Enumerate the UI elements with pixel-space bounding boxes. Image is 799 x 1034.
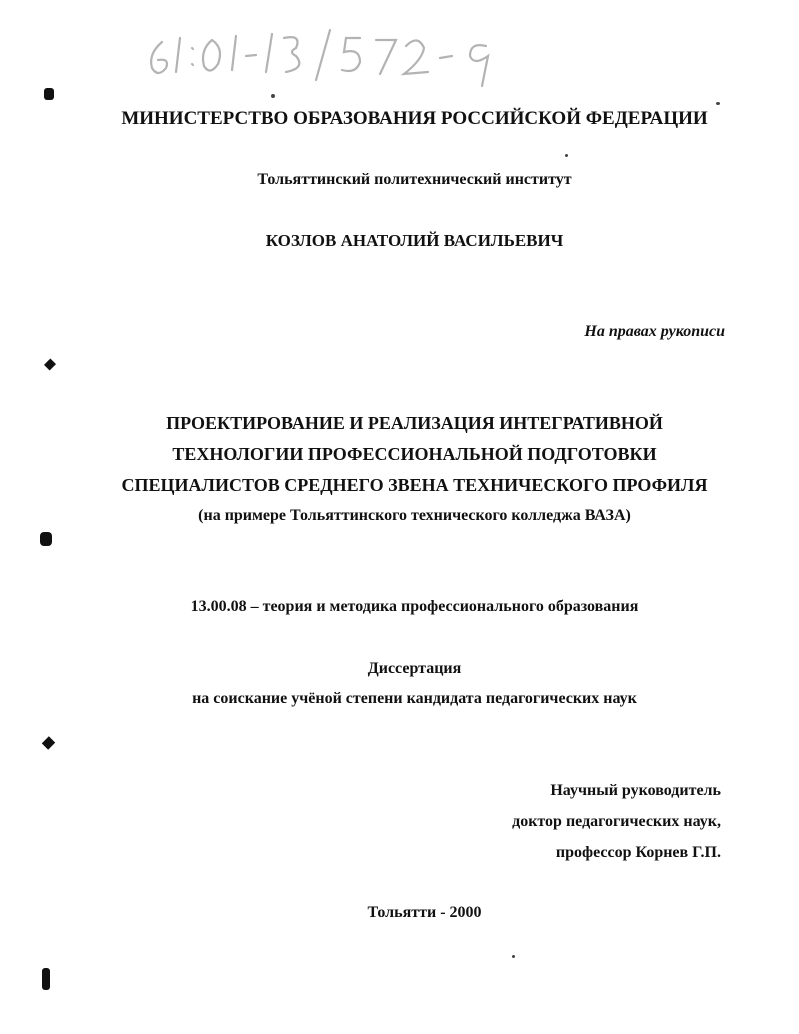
degree-line: на соискание учёной степени кандидата педагогических наук	[192, 690, 637, 707]
work-type: Диссертация	[367, 660, 462, 677]
scan-speck	[512, 955, 515, 958]
title-line-2: ТЕХНОЛОГИИ ПРОФЕССИОНАЛЬНОЙ ПОДГОТОВКИ	[172, 444, 657, 464]
scan-mark	[40, 532, 52, 546]
scan-mark	[44, 88, 54, 100]
institute-name: Тольяттинский политехнический институт	[257, 171, 572, 188]
scan-speck	[565, 154, 568, 157]
handwritten-archive-number	[140, 20, 540, 90]
scan-mark	[42, 736, 55, 749]
title-line-1: ПРОЕКТИРОВАНИЕ И РЕАЛИЗАЦИЯ ИНТЕГРАТИВНОЙ	[166, 413, 663, 433]
author-name: КОЗЛОВ АНАТОЛИЙ ВАСИЛЬЕВИЧ	[265, 231, 564, 250]
manuscript-note: На правах рукописи	[584, 323, 725, 340]
specialty-code: 13.00.08 – теория и методика профессионального образования	[190, 598, 639, 615]
supervisor-name: профессор Корнев Г.П.	[555, 844, 721, 861]
subtitle: (на примере Тольяттинского технического колледжа ВАЗА)	[198, 507, 631, 524]
supervisor-label: Научный руководитель	[550, 782, 721, 799]
scan-speck	[271, 94, 275, 98]
scan-speck	[716, 102, 720, 105]
scan-mark	[42, 968, 50, 990]
supervisor-degree: доктор педагогических наук,	[512, 813, 721, 830]
title-line-3: СПЕЦИАЛИСТОВ СРЕДНЕГО ЗВЕНА ТЕХНИЧЕСКОГО ПРОФИЛЯ	[121, 475, 708, 495]
scan-mark	[44, 358, 56, 370]
city-year: Тольятти - 2000	[367, 904, 482, 921]
ministry-heading: МИНИСТЕРСТВО ОБРАЗОВАНИЯ РОССИЙСКОЙ ФЕДЕРАЦИИ	[121, 108, 708, 129]
